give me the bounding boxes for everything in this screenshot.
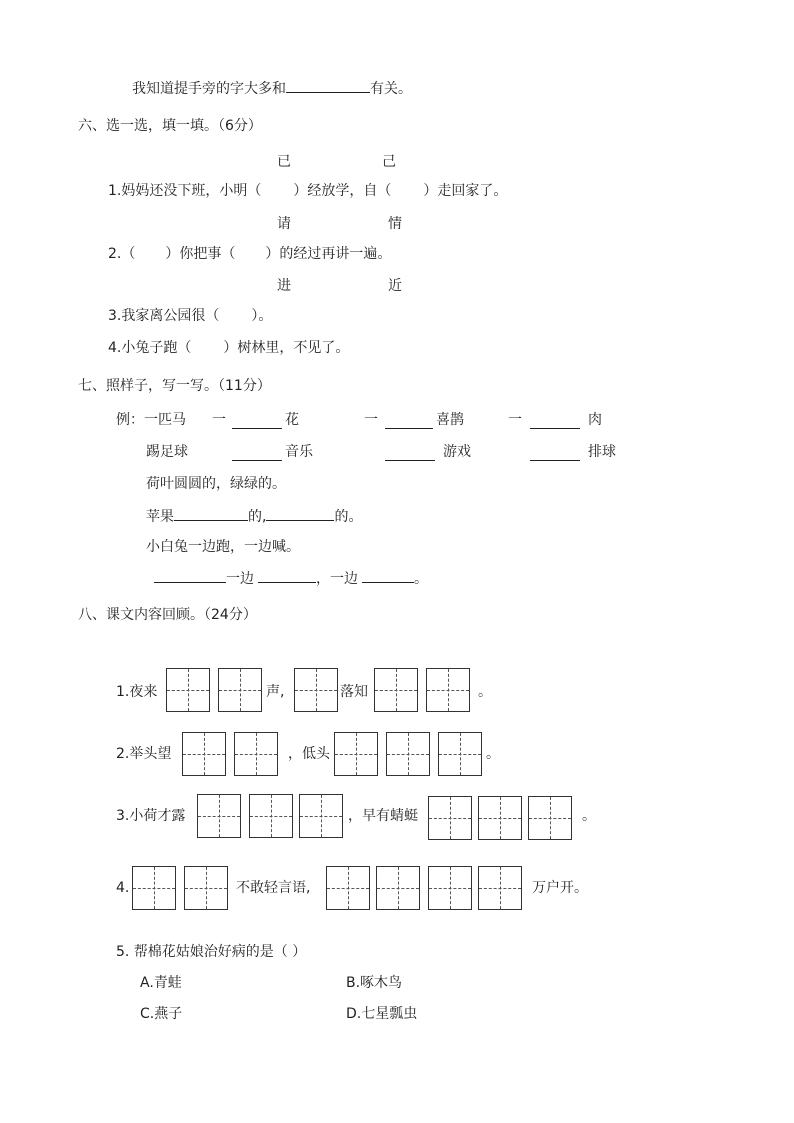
choice-char: 进 bbox=[277, 278, 291, 294]
writing-grid-box[interactable] bbox=[438, 732, 482, 776]
writing-grid-box[interactable] bbox=[218, 668, 262, 712]
writing-grid-box[interactable] bbox=[182, 732, 226, 776]
poem-text: ，早有蜻蜓 bbox=[348, 808, 418, 824]
writing-grid-box[interactable] bbox=[528, 796, 572, 840]
answer-blank[interactable] bbox=[385, 446, 435, 461]
answer-blank[interactable] bbox=[154, 568, 226, 583]
fill-sentence-apple bbox=[146, 506, 362, 527]
poem-text: 。 bbox=[582, 808, 596, 824]
writing-grid-box[interactable] bbox=[299, 794, 343, 838]
poem-text: 落知 bbox=[340, 684, 368, 700]
question-1 bbox=[108, 181, 507, 201]
writing-grid-box[interactable] bbox=[184, 866, 228, 910]
answer-blank[interactable] bbox=[258, 568, 316, 583]
text: ）。 bbox=[251, 308, 273, 324]
writing-grid-box[interactable] bbox=[249, 794, 293, 838]
option-a[interactable]: A.青蛙 bbox=[140, 975, 182, 991]
example-label: 例：一匹马 bbox=[116, 412, 186, 428]
choice-char: 己 bbox=[382, 154, 396, 170]
poem-text: 声, bbox=[266, 684, 285, 700]
text: ）树林里，不见了。 bbox=[223, 340, 350, 356]
section-7-heading: 七、照样子，写一写。（11分） bbox=[78, 378, 271, 394]
yi-char: 一 bbox=[364, 412, 378, 428]
text: 的, bbox=[248, 509, 267, 525]
poem-text: 1.夜来 bbox=[116, 684, 158, 700]
answer-blank[interactable] bbox=[232, 414, 282, 429]
text: 有关。 bbox=[370, 81, 412, 97]
answer-blank[interactable] bbox=[232, 446, 282, 461]
text: 3.我家离公园很（ bbox=[108, 308, 220, 324]
text: ）的经过再讲一遍。 bbox=[265, 246, 392, 262]
poem-text: 不敢轻言语, bbox=[236, 880, 311, 896]
option-b[interactable]: B.啄木鸟 bbox=[346, 975, 403, 991]
answer-blank[interactable] bbox=[385, 414, 433, 429]
word: 踢足球 bbox=[146, 444, 188, 460]
yi-char: 一 bbox=[508, 412, 522, 428]
text: ）走回家了。 bbox=[423, 183, 508, 199]
writing-grid-box[interactable] bbox=[334, 732, 378, 776]
writing-grid-box[interactable] bbox=[166, 668, 210, 712]
answer-blank[interactable] bbox=[362, 568, 414, 583]
answer-blank[interactable] bbox=[174, 506, 248, 521]
fill-sentence-top bbox=[132, 78, 412, 99]
writing-grid-box[interactable] bbox=[234, 732, 278, 776]
poem-text: 。 bbox=[478, 684, 492, 700]
writing-grid-box[interactable] bbox=[478, 866, 522, 910]
choice-char: 情 bbox=[388, 216, 402, 232]
text: 2.（ bbox=[108, 246, 136, 262]
text: 4.小兔子跑（ bbox=[108, 340, 192, 356]
text: 的。 bbox=[334, 509, 363, 525]
word: 排球 bbox=[588, 444, 616, 460]
answer-blank[interactable] bbox=[530, 446, 580, 461]
poem-text: 4. bbox=[116, 880, 130, 896]
poem-text: 万户开。 bbox=[532, 880, 588, 896]
text: 我知道提手旁的字大多和 bbox=[132, 81, 286, 97]
section-8-heading: 八、课文内容回顾。（24分） bbox=[78, 607, 257, 623]
question-3 bbox=[108, 306, 272, 326]
text: ）经放学，自（ bbox=[293, 183, 392, 199]
writing-grid-box[interactable] bbox=[428, 796, 472, 840]
writing-grid-box[interactable] bbox=[478, 796, 522, 840]
poem-text: 。 bbox=[486, 746, 500, 762]
text: ）你把事（ bbox=[165, 246, 236, 262]
writing-grid-box[interactable] bbox=[374, 668, 418, 712]
section-6-heading: 六、选一选，填一填。（6分） bbox=[78, 118, 262, 134]
example-sentence: 荷叶圆圆的，绿绿的。 bbox=[146, 476, 286, 492]
writing-grid-box[interactable] bbox=[428, 866, 472, 910]
text: 1.妈妈还没下班，小明（ bbox=[108, 183, 262, 199]
writing-grid-box[interactable] bbox=[326, 866, 370, 910]
option-d[interactable]: D.七星瓢虫 bbox=[346, 1006, 418, 1022]
question-4 bbox=[108, 338, 349, 358]
poem-text: 3.小荷才露 bbox=[116, 808, 186, 824]
question-2 bbox=[108, 244, 391, 264]
poem-text: ，低头 bbox=[288, 746, 330, 762]
writing-grid-box[interactable] bbox=[197, 794, 241, 838]
question-5: 5. 帮棉花姑娘治好病的是（ ） bbox=[116, 944, 307, 960]
writing-grid-box[interactable] bbox=[386, 732, 430, 776]
yi-char: 一 bbox=[212, 412, 226, 428]
writing-grid-box[interactable] bbox=[294, 668, 338, 712]
word: 肉 bbox=[588, 412, 602, 428]
word: 花 bbox=[285, 412, 299, 428]
writing-grid-box[interactable] bbox=[132, 866, 176, 910]
answer-blank[interactable] bbox=[286, 78, 370, 93]
answer-blank[interactable] bbox=[530, 414, 580, 429]
word: 喜鹊 bbox=[436, 412, 464, 428]
word: 游戏 bbox=[443, 444, 471, 460]
example-sentence: 小白兔一边跑，一边喊。 bbox=[146, 539, 300, 555]
answer-blank[interactable] bbox=[266, 506, 334, 521]
text: 苹果 bbox=[146, 509, 174, 525]
writing-grid-box[interactable] bbox=[426, 668, 470, 712]
fill-sentence-yibian bbox=[154, 568, 428, 589]
choice-char: 已 bbox=[277, 154, 291, 170]
option-c[interactable]: C.燕子 bbox=[140, 1006, 183, 1022]
choice-char: 近 bbox=[388, 278, 402, 294]
text: 一边 bbox=[226, 571, 254, 587]
poem-text: 2.举头望 bbox=[116, 746, 172, 762]
text: ，一边 bbox=[316, 571, 358, 587]
writing-grid-box[interactable] bbox=[376, 866, 420, 910]
choice-char: 请 bbox=[277, 216, 291, 232]
text: 。 bbox=[414, 571, 428, 587]
word: 音乐 bbox=[285, 444, 313, 460]
